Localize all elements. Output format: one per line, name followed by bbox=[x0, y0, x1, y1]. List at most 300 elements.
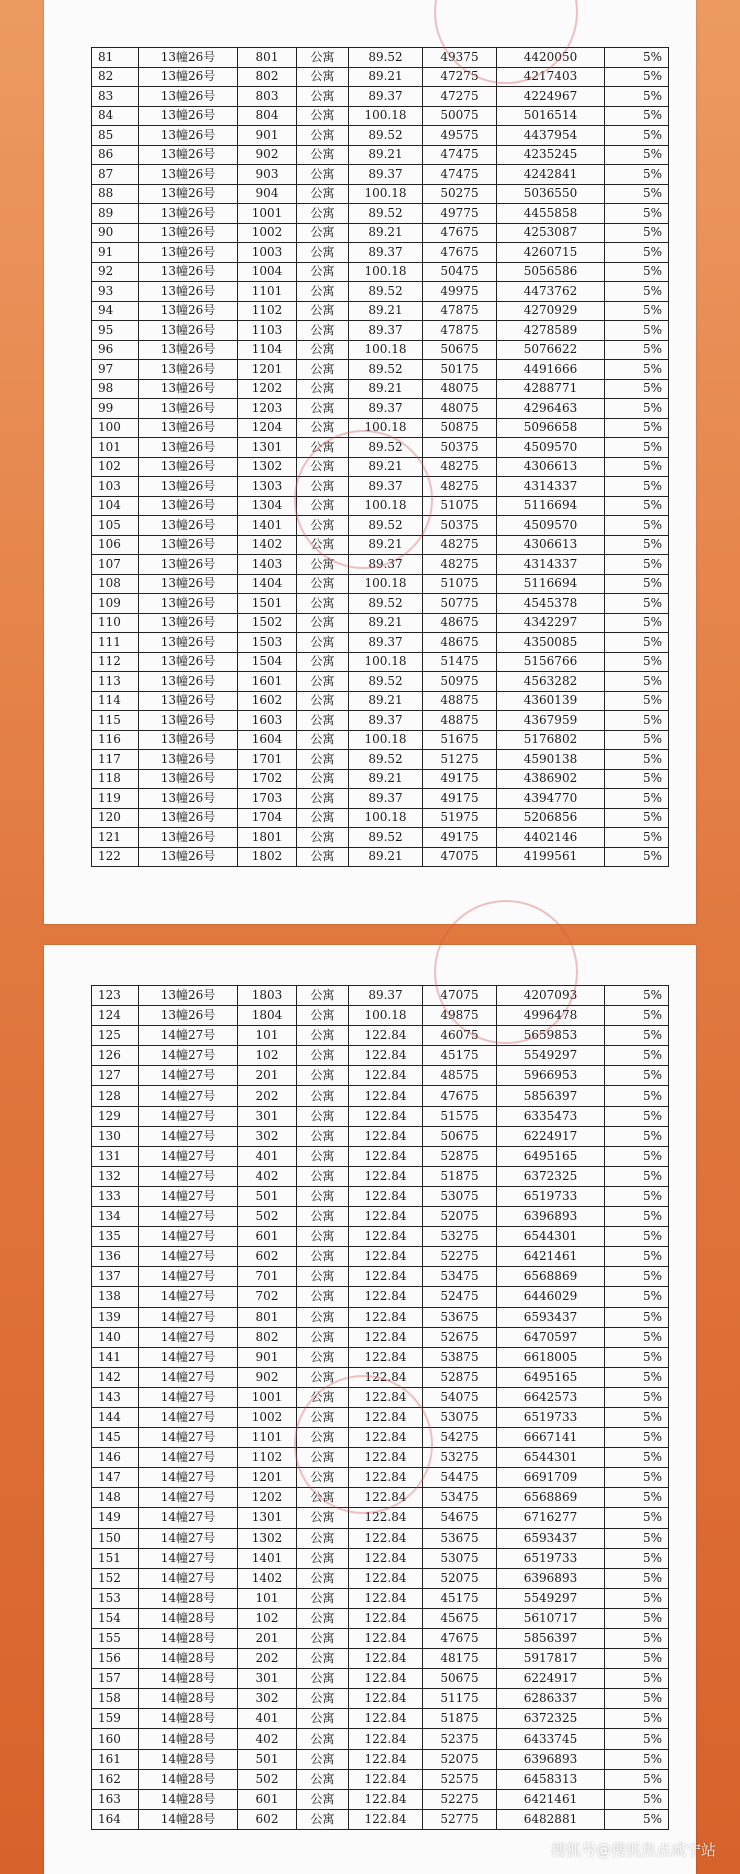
table-cell: 5% bbox=[605, 730, 669, 750]
table-cell: 53675 bbox=[423, 1307, 497, 1327]
table-cell: 5% bbox=[605, 282, 669, 302]
table-cell: 89.21 bbox=[349, 769, 423, 789]
table-cell: 公寓 bbox=[297, 1729, 349, 1749]
table-cell: 148 bbox=[92, 1488, 139, 1508]
table-row bbox=[92, 1307, 669, 1327]
table-cell: 502 bbox=[238, 1769, 297, 1789]
table-cell: 公寓 bbox=[297, 321, 349, 341]
table-cell: 1001 bbox=[238, 1387, 297, 1407]
table-cell: 6224917 bbox=[497, 1669, 605, 1689]
table-cell: 5% bbox=[605, 184, 669, 204]
table-cell: 4563282 bbox=[497, 672, 605, 692]
table-cell: 100 bbox=[92, 418, 139, 438]
table-cell: 13幢26号 bbox=[139, 457, 238, 477]
table-row bbox=[92, 262, 669, 282]
table-row bbox=[92, 535, 669, 555]
table-cell: 5% bbox=[605, 1528, 669, 1548]
table-cell: 公寓 bbox=[297, 1066, 349, 1086]
table-row bbox=[92, 1769, 669, 1789]
table-cell: 131 bbox=[92, 1146, 139, 1166]
table-cell: 122.84 bbox=[349, 1488, 423, 1508]
table-cell: 48575 bbox=[423, 1066, 497, 1086]
table-cell: 5% bbox=[605, 1749, 669, 1769]
table-cell: 137 bbox=[92, 1267, 139, 1287]
table-cell: 54075 bbox=[423, 1387, 497, 1407]
table-cell: 14幢27号 bbox=[139, 1046, 238, 1066]
table-cell: 5% bbox=[605, 828, 669, 848]
table-cell: 50375 bbox=[423, 516, 497, 536]
table-cell: 122.84 bbox=[349, 1307, 423, 1327]
table-cell: 5% bbox=[605, 1709, 669, 1729]
table-cell: 122.84 bbox=[349, 1146, 423, 1166]
table-cell: 5659853 bbox=[497, 1026, 605, 1046]
table-cell: 4278589 bbox=[497, 321, 605, 341]
table-row bbox=[92, 301, 669, 321]
table-cell: 公寓 bbox=[297, 1267, 349, 1287]
table-row bbox=[92, 986, 669, 1006]
table-cell: 113 bbox=[92, 672, 139, 692]
table-cell: 53075 bbox=[423, 1186, 497, 1206]
table-cell: 49775 bbox=[423, 204, 497, 224]
table-cell: 143 bbox=[92, 1387, 139, 1407]
table-cell: 122.84 bbox=[349, 1026, 423, 1046]
table-cell: 公寓 bbox=[297, 1387, 349, 1407]
table-cell: 53875 bbox=[423, 1347, 497, 1367]
table-cell: 502 bbox=[238, 1207, 297, 1227]
table-cell: 13幢26号 bbox=[139, 418, 238, 438]
table-cell: 1501 bbox=[238, 594, 297, 614]
table-cell: 公寓 bbox=[297, 438, 349, 458]
table-cell: 82 bbox=[92, 67, 139, 87]
table-cell: 6421461 bbox=[497, 1247, 605, 1267]
table-cell: 53675 bbox=[423, 1528, 497, 1548]
table-cell: 702 bbox=[238, 1287, 297, 1307]
table-cell: 47275 bbox=[423, 87, 497, 107]
table-cell: 5096658 bbox=[497, 418, 605, 438]
table-cell: 5% bbox=[605, 1227, 669, 1247]
table-cell: 5549297 bbox=[497, 1588, 605, 1608]
table-cell: 13幢26号 bbox=[139, 477, 238, 497]
table-cell: 13幢26号 bbox=[139, 828, 238, 848]
table-cell: 133 bbox=[92, 1186, 139, 1206]
price-table-2-body bbox=[92, 986, 669, 1830]
table-cell: 109 bbox=[92, 594, 139, 614]
table-cell: 6519733 bbox=[497, 1548, 605, 1568]
table-cell: 801 bbox=[238, 1307, 297, 1327]
table-cell: 13幢26号 bbox=[139, 555, 238, 575]
table-cell: 95 bbox=[92, 321, 139, 341]
table-cell: 13幢26号 bbox=[139, 672, 238, 692]
table-cell: 89.37 bbox=[349, 986, 423, 1006]
table-cell: 163 bbox=[92, 1789, 139, 1809]
table-cell: 52875 bbox=[423, 1146, 497, 1166]
table-cell: 1403 bbox=[238, 555, 297, 575]
table-cell: 402 bbox=[238, 1729, 297, 1749]
table-cell: 13幢26号 bbox=[139, 789, 238, 809]
table-cell: 14幢27号 bbox=[139, 1528, 238, 1548]
table-cell: 5% bbox=[605, 613, 669, 633]
table-cell: 公寓 bbox=[297, 808, 349, 828]
table-cell: 4207093 bbox=[497, 986, 605, 1006]
table-cell: 13幢26号 bbox=[139, 399, 238, 419]
table-cell: 53275 bbox=[423, 1227, 497, 1247]
table-row bbox=[92, 1649, 669, 1669]
table-cell: 公寓 bbox=[297, 67, 349, 87]
table-cell: 89.52 bbox=[349, 282, 423, 302]
table-cell: 5% bbox=[605, 1769, 669, 1789]
table-cell: 5176802 bbox=[497, 730, 605, 750]
table-cell: 5549297 bbox=[497, 1046, 605, 1066]
table-cell: 14幢28号 bbox=[139, 1709, 238, 1729]
table-cell: 4455858 bbox=[497, 204, 605, 224]
table-row bbox=[92, 243, 669, 263]
table-cell: 122.84 bbox=[349, 1186, 423, 1206]
table-cell: 公寓 bbox=[297, 613, 349, 633]
table-cell: 5% bbox=[605, 418, 669, 438]
table-cell: 53075 bbox=[423, 1548, 497, 1568]
table-cell: 公寓 bbox=[297, 301, 349, 321]
table-cell: 5856397 bbox=[497, 1629, 605, 1649]
table-cell: 89.52 bbox=[349, 204, 423, 224]
table-cell: 122.84 bbox=[349, 1428, 423, 1448]
table-cell: 89.21 bbox=[349, 301, 423, 321]
table-cell: 145 bbox=[92, 1428, 139, 1448]
table-cell: 13幢26号 bbox=[139, 613, 238, 633]
table-cell: 公寓 bbox=[297, 1669, 349, 1689]
table-cell: 公寓 bbox=[297, 282, 349, 302]
table-cell: 134 bbox=[92, 1207, 139, 1227]
table-cell: 47475 bbox=[423, 145, 497, 165]
table-cell: 5% bbox=[605, 399, 669, 419]
table-cell: 1004 bbox=[238, 262, 297, 282]
table-cell: 6667141 bbox=[497, 1428, 605, 1448]
table-cell: 公寓 bbox=[297, 1709, 349, 1729]
table-cell: 5917817 bbox=[497, 1649, 605, 1669]
table-cell: 202 bbox=[238, 1649, 297, 1669]
table-cell: 89.52 bbox=[349, 594, 423, 614]
table-cell: 122.84 bbox=[349, 1508, 423, 1528]
table-cell: 5% bbox=[605, 457, 669, 477]
table-cell: 122.84 bbox=[349, 1769, 423, 1789]
table-cell: 6519733 bbox=[497, 1186, 605, 1206]
table-cell: 50975 bbox=[423, 672, 497, 692]
table-cell: 48275 bbox=[423, 555, 497, 575]
table-cell: 14幢28号 bbox=[139, 1789, 238, 1809]
table-cell: 201 bbox=[238, 1066, 297, 1086]
table-cell: 5% bbox=[605, 1347, 669, 1367]
table-cell: 6396893 bbox=[497, 1568, 605, 1588]
table-cell: 14幢28号 bbox=[139, 1649, 238, 1669]
table-cell: 50675 bbox=[423, 340, 497, 360]
table-cell: 101 bbox=[238, 1026, 297, 1046]
table-cell: 14幢28号 bbox=[139, 1689, 238, 1709]
table-cell: 公寓 bbox=[297, 1508, 349, 1528]
table-cell: 1702 bbox=[238, 769, 297, 789]
table-cell: 53275 bbox=[423, 1448, 497, 1468]
table-cell: 14幢27号 bbox=[139, 1247, 238, 1267]
table-cell: 14幢27号 bbox=[139, 1267, 238, 1287]
table-cell: 公寓 bbox=[297, 1287, 349, 1307]
table-cell: 14幢28号 bbox=[139, 1608, 238, 1628]
table-cell: 601 bbox=[238, 1789, 297, 1809]
table-cell: 6568869 bbox=[497, 1267, 605, 1287]
table-cell: 122.84 bbox=[349, 1789, 423, 1809]
table-cell: 1304 bbox=[238, 496, 297, 516]
table-cell: 公寓 bbox=[297, 1227, 349, 1247]
table-cell: 公寓 bbox=[297, 399, 349, 419]
table-cell: 5% bbox=[605, 1488, 669, 1508]
table-row bbox=[92, 1126, 669, 1146]
table-row bbox=[92, 1287, 669, 1307]
table-row bbox=[92, 48, 669, 68]
table-cell: 13幢26号 bbox=[139, 691, 238, 711]
table-cell: 50675 bbox=[423, 1126, 497, 1146]
table-cell: 100.18 bbox=[349, 418, 423, 438]
table-cell: 49375 bbox=[423, 48, 497, 68]
table-cell: 47875 bbox=[423, 321, 497, 341]
table-cell: 13幢26号 bbox=[139, 126, 238, 146]
table-cell: 802 bbox=[238, 1327, 297, 1347]
table-cell: 公寓 bbox=[297, 204, 349, 224]
table-cell: 48675 bbox=[423, 633, 497, 653]
table-cell: 89.37 bbox=[349, 711, 423, 731]
table-cell: 4342297 bbox=[497, 613, 605, 633]
table-cell: 14幢27号 bbox=[139, 1026, 238, 1046]
table-cell: 6421461 bbox=[497, 1789, 605, 1809]
table-cell: 52875 bbox=[423, 1367, 497, 1387]
table-cell: 5% bbox=[605, 1689, 669, 1709]
table-cell: 公寓 bbox=[297, 1809, 349, 1829]
table-row bbox=[92, 594, 669, 614]
table-cell: 13幢26号 bbox=[139, 516, 238, 536]
table-cell: 5% bbox=[605, 1166, 669, 1186]
table-cell: 128 bbox=[92, 1086, 139, 1106]
table-cell: 122.84 bbox=[349, 1347, 423, 1367]
table-cell: 1201 bbox=[238, 1468, 297, 1488]
table-cell: 5% bbox=[605, 1649, 669, 1669]
table-cell: 89.21 bbox=[349, 457, 423, 477]
table-row bbox=[92, 1468, 669, 1488]
table-cell: 1101 bbox=[238, 282, 297, 302]
table-cell: 401 bbox=[238, 1709, 297, 1729]
table-cell: 6642573 bbox=[497, 1387, 605, 1407]
table-row bbox=[92, 1448, 669, 1468]
table-cell: 公寓 bbox=[297, 672, 349, 692]
table-cell: 4386902 bbox=[497, 769, 605, 789]
table-cell: 5% bbox=[605, 1608, 669, 1628]
table-cell: 89.52 bbox=[349, 672, 423, 692]
table-cell: 14幢27号 bbox=[139, 1387, 238, 1407]
table-cell: 89.52 bbox=[349, 48, 423, 68]
table-cell: 47875 bbox=[423, 301, 497, 321]
table-cell: 100.18 bbox=[349, 262, 423, 282]
table-cell: 公寓 bbox=[297, 87, 349, 107]
table-cell: 122.84 bbox=[349, 1588, 423, 1608]
table-row bbox=[92, 1428, 669, 1448]
table-cell: 111 bbox=[92, 633, 139, 653]
table-row bbox=[92, 1709, 669, 1729]
table-cell: 51675 bbox=[423, 730, 497, 750]
table-cell: 1401 bbox=[238, 1548, 297, 1568]
table-cell: 14幢27号 bbox=[139, 1287, 238, 1307]
table-cell: 151 bbox=[92, 1548, 139, 1568]
table-cell: 147 bbox=[92, 1468, 139, 1488]
table-cell: 122 bbox=[92, 847, 139, 867]
table-row bbox=[92, 633, 669, 653]
table-cell: 6433745 bbox=[497, 1729, 605, 1749]
table-row bbox=[92, 769, 669, 789]
table-cell: 1201 bbox=[238, 360, 297, 380]
table-cell: 100.18 bbox=[349, 652, 423, 672]
table-cell: 5966953 bbox=[497, 1066, 605, 1086]
table-cell: 14幢28号 bbox=[139, 1669, 238, 1689]
table-cell: 公寓 bbox=[297, 1166, 349, 1186]
table-cell: 97 bbox=[92, 360, 139, 380]
table-row bbox=[92, 87, 669, 107]
table-row bbox=[92, 145, 669, 165]
table-cell: 5016514 bbox=[497, 106, 605, 126]
table-cell: 50075 bbox=[423, 106, 497, 126]
table-cell: 52075 bbox=[423, 1207, 497, 1227]
table-row bbox=[92, 672, 669, 692]
table-cell: 1402 bbox=[238, 535, 297, 555]
table-cell: 公寓 bbox=[297, 1608, 349, 1628]
table-cell: 89.37 bbox=[349, 399, 423, 419]
table-cell: 13幢26号 bbox=[139, 67, 238, 87]
table-row bbox=[92, 1508, 669, 1528]
table-cell: 51975 bbox=[423, 808, 497, 828]
table-cell: 公寓 bbox=[297, 1528, 349, 1548]
table-cell: 84 bbox=[92, 106, 139, 126]
table-cell: 13幢26号 bbox=[139, 496, 238, 516]
table-row bbox=[92, 516, 669, 536]
table-cell: 公寓 bbox=[297, 165, 349, 185]
table-cell: 602 bbox=[238, 1247, 297, 1267]
table-cell: 公寓 bbox=[297, 1106, 349, 1126]
table-cell: 1704 bbox=[238, 808, 297, 828]
table-row bbox=[92, 555, 669, 575]
table-cell: 公寓 bbox=[297, 633, 349, 653]
table-cell: 126 bbox=[92, 1046, 139, 1066]
table-cell: 803 bbox=[238, 87, 297, 107]
table-cell: 1102 bbox=[238, 1448, 297, 1468]
table-cell: 153 bbox=[92, 1588, 139, 1608]
table-cell: 110 bbox=[92, 613, 139, 633]
table-cell: 48075 bbox=[423, 379, 497, 399]
table-cell: 46075 bbox=[423, 1026, 497, 1046]
table-cell: 164 bbox=[92, 1809, 139, 1829]
table-cell: 5% bbox=[605, 243, 669, 263]
table-cell: 公寓 bbox=[297, 106, 349, 126]
table-cell: 6396893 bbox=[497, 1207, 605, 1227]
table-cell: 1302 bbox=[238, 1528, 297, 1548]
table-cell: 13幢26号 bbox=[139, 223, 238, 243]
table-cell: 公寓 bbox=[297, 750, 349, 770]
table-cell: 6593437 bbox=[497, 1528, 605, 1548]
table-cell: 122.84 bbox=[349, 1608, 423, 1628]
table-cell: 6568869 bbox=[497, 1488, 605, 1508]
table-cell: 138 bbox=[92, 1287, 139, 1307]
table-cell: 47675 bbox=[423, 223, 497, 243]
table-row bbox=[92, 613, 669, 633]
table-cell: 5% bbox=[605, 711, 669, 731]
table-cell: 108 bbox=[92, 574, 139, 594]
table-cell: 50175 bbox=[423, 360, 497, 380]
table-cell: 5% bbox=[605, 379, 669, 399]
table-cell: 48075 bbox=[423, 399, 497, 419]
table-cell: 50275 bbox=[423, 184, 497, 204]
table-cell: 159 bbox=[92, 1709, 139, 1729]
table-cell: 89.21 bbox=[349, 67, 423, 87]
table-cell: 49575 bbox=[423, 126, 497, 146]
table-cell: 89.52 bbox=[349, 828, 423, 848]
table-row bbox=[92, 1006, 669, 1026]
table-cell: 4314337 bbox=[497, 555, 605, 575]
table-cell: 81 bbox=[92, 48, 139, 68]
table-cell: 48675 bbox=[423, 613, 497, 633]
table-cell: 52075 bbox=[423, 1568, 497, 1588]
table-cell: 103 bbox=[92, 477, 139, 497]
table-cell: 5% bbox=[605, 1106, 669, 1126]
table-cell: 116 bbox=[92, 730, 139, 750]
table-cell: 1401 bbox=[238, 516, 297, 536]
table-cell: 4270929 bbox=[497, 301, 605, 321]
table-cell: 903 bbox=[238, 165, 297, 185]
table-cell: 公寓 bbox=[297, 1146, 349, 1166]
table-cell: 902 bbox=[238, 145, 297, 165]
table-cell: 5% bbox=[605, 652, 669, 672]
table-cell: 1502 bbox=[238, 613, 297, 633]
table-cell: 14幢27号 bbox=[139, 1106, 238, 1126]
table-cell: 140 bbox=[92, 1327, 139, 1347]
table-cell: 5% bbox=[605, 808, 669, 828]
table-cell: 1003 bbox=[238, 243, 297, 263]
table-cell: 155 bbox=[92, 1629, 139, 1649]
table-cell: 49175 bbox=[423, 769, 497, 789]
table-cell: 85 bbox=[92, 126, 139, 146]
table-cell: 51075 bbox=[423, 574, 497, 594]
table-cell: 122.84 bbox=[349, 1448, 423, 1468]
table-cell: 14幢28号 bbox=[139, 1588, 238, 1608]
table-cell: 89.37 bbox=[349, 477, 423, 497]
table-row bbox=[92, 1488, 669, 1508]
table-cell: 14幢27号 bbox=[139, 1086, 238, 1106]
table-cell: 5% bbox=[605, 477, 669, 497]
table-cell: 47675 bbox=[423, 1629, 497, 1649]
table-row bbox=[92, 574, 669, 594]
document-page-2 bbox=[44, 945, 696, 1874]
table-cell: 公寓 bbox=[297, 1207, 349, 1227]
table-cell: 公寓 bbox=[297, 847, 349, 867]
table-cell: 6286337 bbox=[497, 1689, 605, 1709]
table-cell: 5% bbox=[605, 1146, 669, 1166]
price-table-2 bbox=[91, 985, 669, 1830]
table-cell: 122.84 bbox=[349, 1327, 423, 1347]
table-row bbox=[92, 477, 669, 497]
table-row bbox=[92, 652, 669, 672]
table-cell: 5% bbox=[605, 1086, 669, 1106]
table-cell: 5116694 bbox=[497, 574, 605, 594]
table-cell: 公寓 bbox=[297, 1026, 349, 1046]
table-cell: 公寓 bbox=[297, 48, 349, 68]
table-cell: 6618005 bbox=[497, 1347, 605, 1367]
table-row bbox=[92, 1026, 669, 1046]
table-cell: 4402146 bbox=[497, 828, 605, 848]
table-cell: 4491666 bbox=[497, 360, 605, 380]
table-cell: 5% bbox=[605, 1387, 669, 1407]
table-cell: 4420050 bbox=[497, 48, 605, 68]
table-cell: 102 bbox=[238, 1608, 297, 1628]
